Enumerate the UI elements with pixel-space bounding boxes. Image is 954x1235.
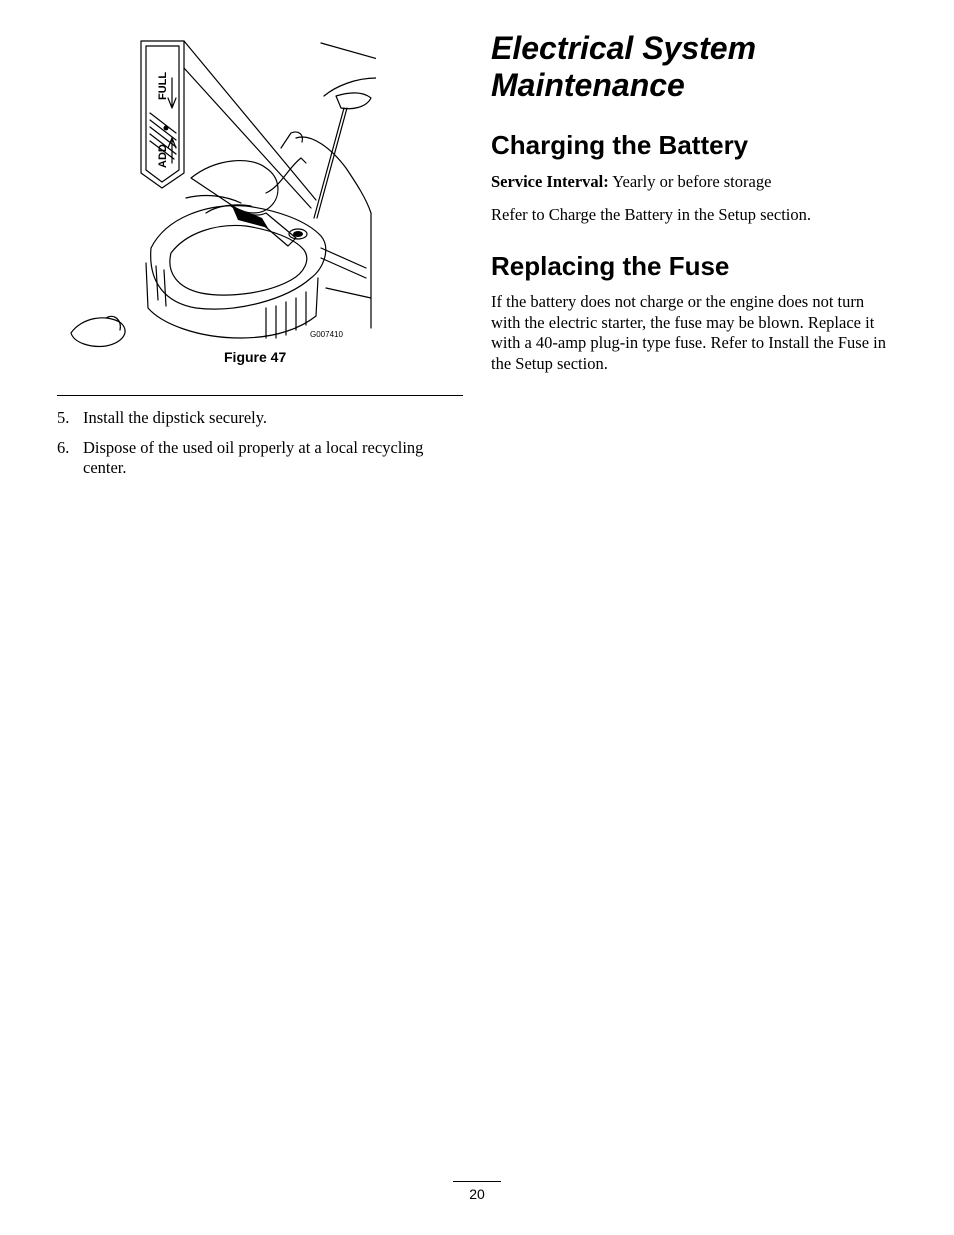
gauge-label-add: ADD: [157, 144, 169, 168]
charging-refer-text: Refer to Charge the Battery in the Setup section.: [491, 204, 811, 224]
service-interval: [491, 172, 891, 193]
engine-dipstick-illustration: [66, 38, 376, 350]
divider: [57, 395, 463, 396]
arrow-full-icon: [168, 78, 176, 108]
figure-caption: Figure 47: [224, 349, 287, 365]
step-number: 6.: [57, 438, 70, 457]
footer-divider: [453, 1181, 501, 1182]
hand-dipstick: [336, 93, 371, 109]
page-number: 20: [469, 1186, 485, 1202]
wheel: [71, 318, 125, 347]
step-text: Install the dipstick securely.: [83, 408, 268, 427]
engine-body: [151, 206, 326, 309]
gauge-label-full: FULL: [157, 71, 169, 100]
section-title: [491, 30, 891, 104]
service-interval-label: Service Interval:: [491, 172, 609, 191]
main-content: [491, 30, 891, 374]
steps-list: [57, 408, 463, 488]
section-title-line2: Maintenance: [491, 67, 685, 103]
section-title-line1: Electrical System: [491, 30, 757, 66]
heading-replacing-fuse: Replacing the Fuse: [491, 251, 730, 281]
step-text: Dispose of the used oil properly at a local recycling center.: [83, 438, 424, 477]
fuse-body-text: If the battery does not charge or the engine does not turn with the electric starter, the fuse may be blown. Replace it with a 40-amp plug-in type fuse. Refer to Install the Fuse in the Setup section.: [491, 292, 887, 373]
list-item: [57, 408, 463, 428]
figure-illustration: [66, 38, 376, 350]
list-item: [57, 438, 463, 478]
heading-charging-battery: Charging the Battery: [491, 130, 749, 160]
step-number: 5.: [57, 408, 70, 427]
figure-code: G007410: [310, 330, 343, 339]
service-interval-value: Yearly or before storage: [612, 172, 772, 191]
